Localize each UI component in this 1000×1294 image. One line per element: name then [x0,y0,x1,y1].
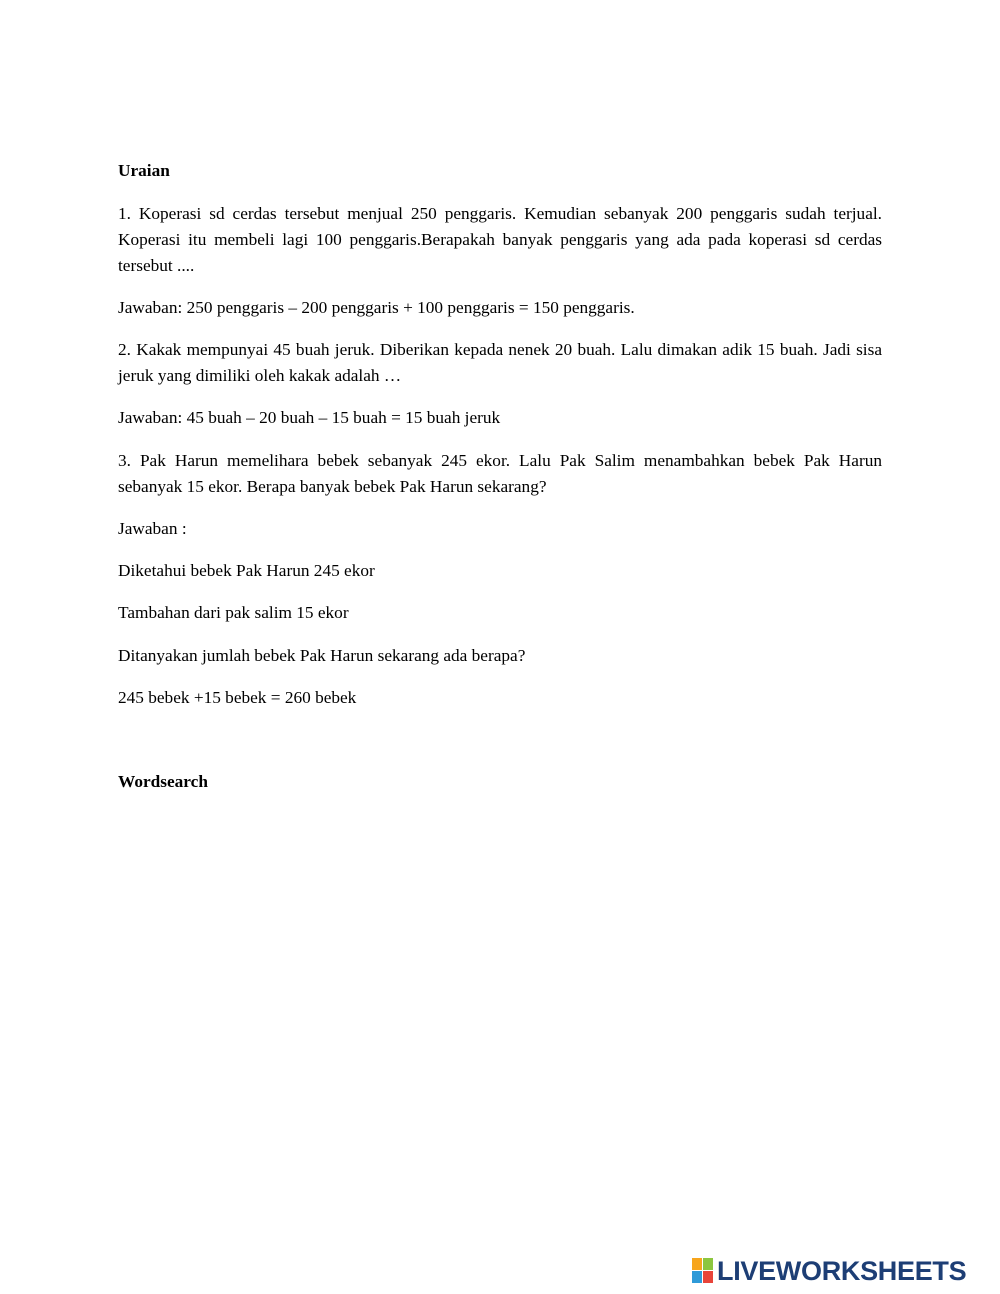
question-3-answer-line: Tambahan dari pak salim 15 ekor [118,603,349,622]
logo-wordmark: LIVEWORKSHEETS [717,1256,967,1286]
question-3-answer-line: Ditanyakan jumlah bebek Pak Harun sekarang ada berapa? [118,646,526,665]
question-1-text: 1. Koperasi sd cerdas tersebut menjual 250 penggaris. Kemudian sebanyak 200 penggaris sudah terjual. Koperasi itu membeli lagi 100 penggaris.Berapakah banyak penggaris yang ada pada koperasi sd cerdas tersebut .... [118,204,882,275]
question-3-answer-line: Diketahui bebek Pak Harun 245 ekor [118,561,375,580]
question-2-text: 2. Kakak mempunyai 45 buah jeruk. Diberikan kepada nenek 20 buah. Lalu dimakan adik 15 buah. Jadi sisa jeruk yang dimiliki oleh kakak adalah … [118,340,882,385]
section-heading-uraian: Uraian [118,161,170,180]
question-3-answer-result: 245 bebek +15 bebek = 260 bebek [118,688,357,707]
question-2-answer: Jawaban: 45 buah – 20 buah – 15 buah = 15 buah jeruk [118,408,501,427]
live-mark-icon [692,1258,714,1284]
question-1-answer: Jawaban: 250 penggaris – 200 penggaris + 100 penggaris = 150 penggaris. [118,298,635,317]
section-heading-wordsearch: Wordsearch [118,772,208,791]
liveworksheets-logo [692,1256,966,1286]
question-3-text: 3. Pak Harun memelihara bebek sebanyak 245 ekor. Lalu Pak Salim menambahkan bebek Pak Harun sebanyak 15 ekor. Berapa banyak bebek Pak Harun sekarang? [118,451,882,496]
question-3-answer-label: Jawaban : [118,519,187,538]
